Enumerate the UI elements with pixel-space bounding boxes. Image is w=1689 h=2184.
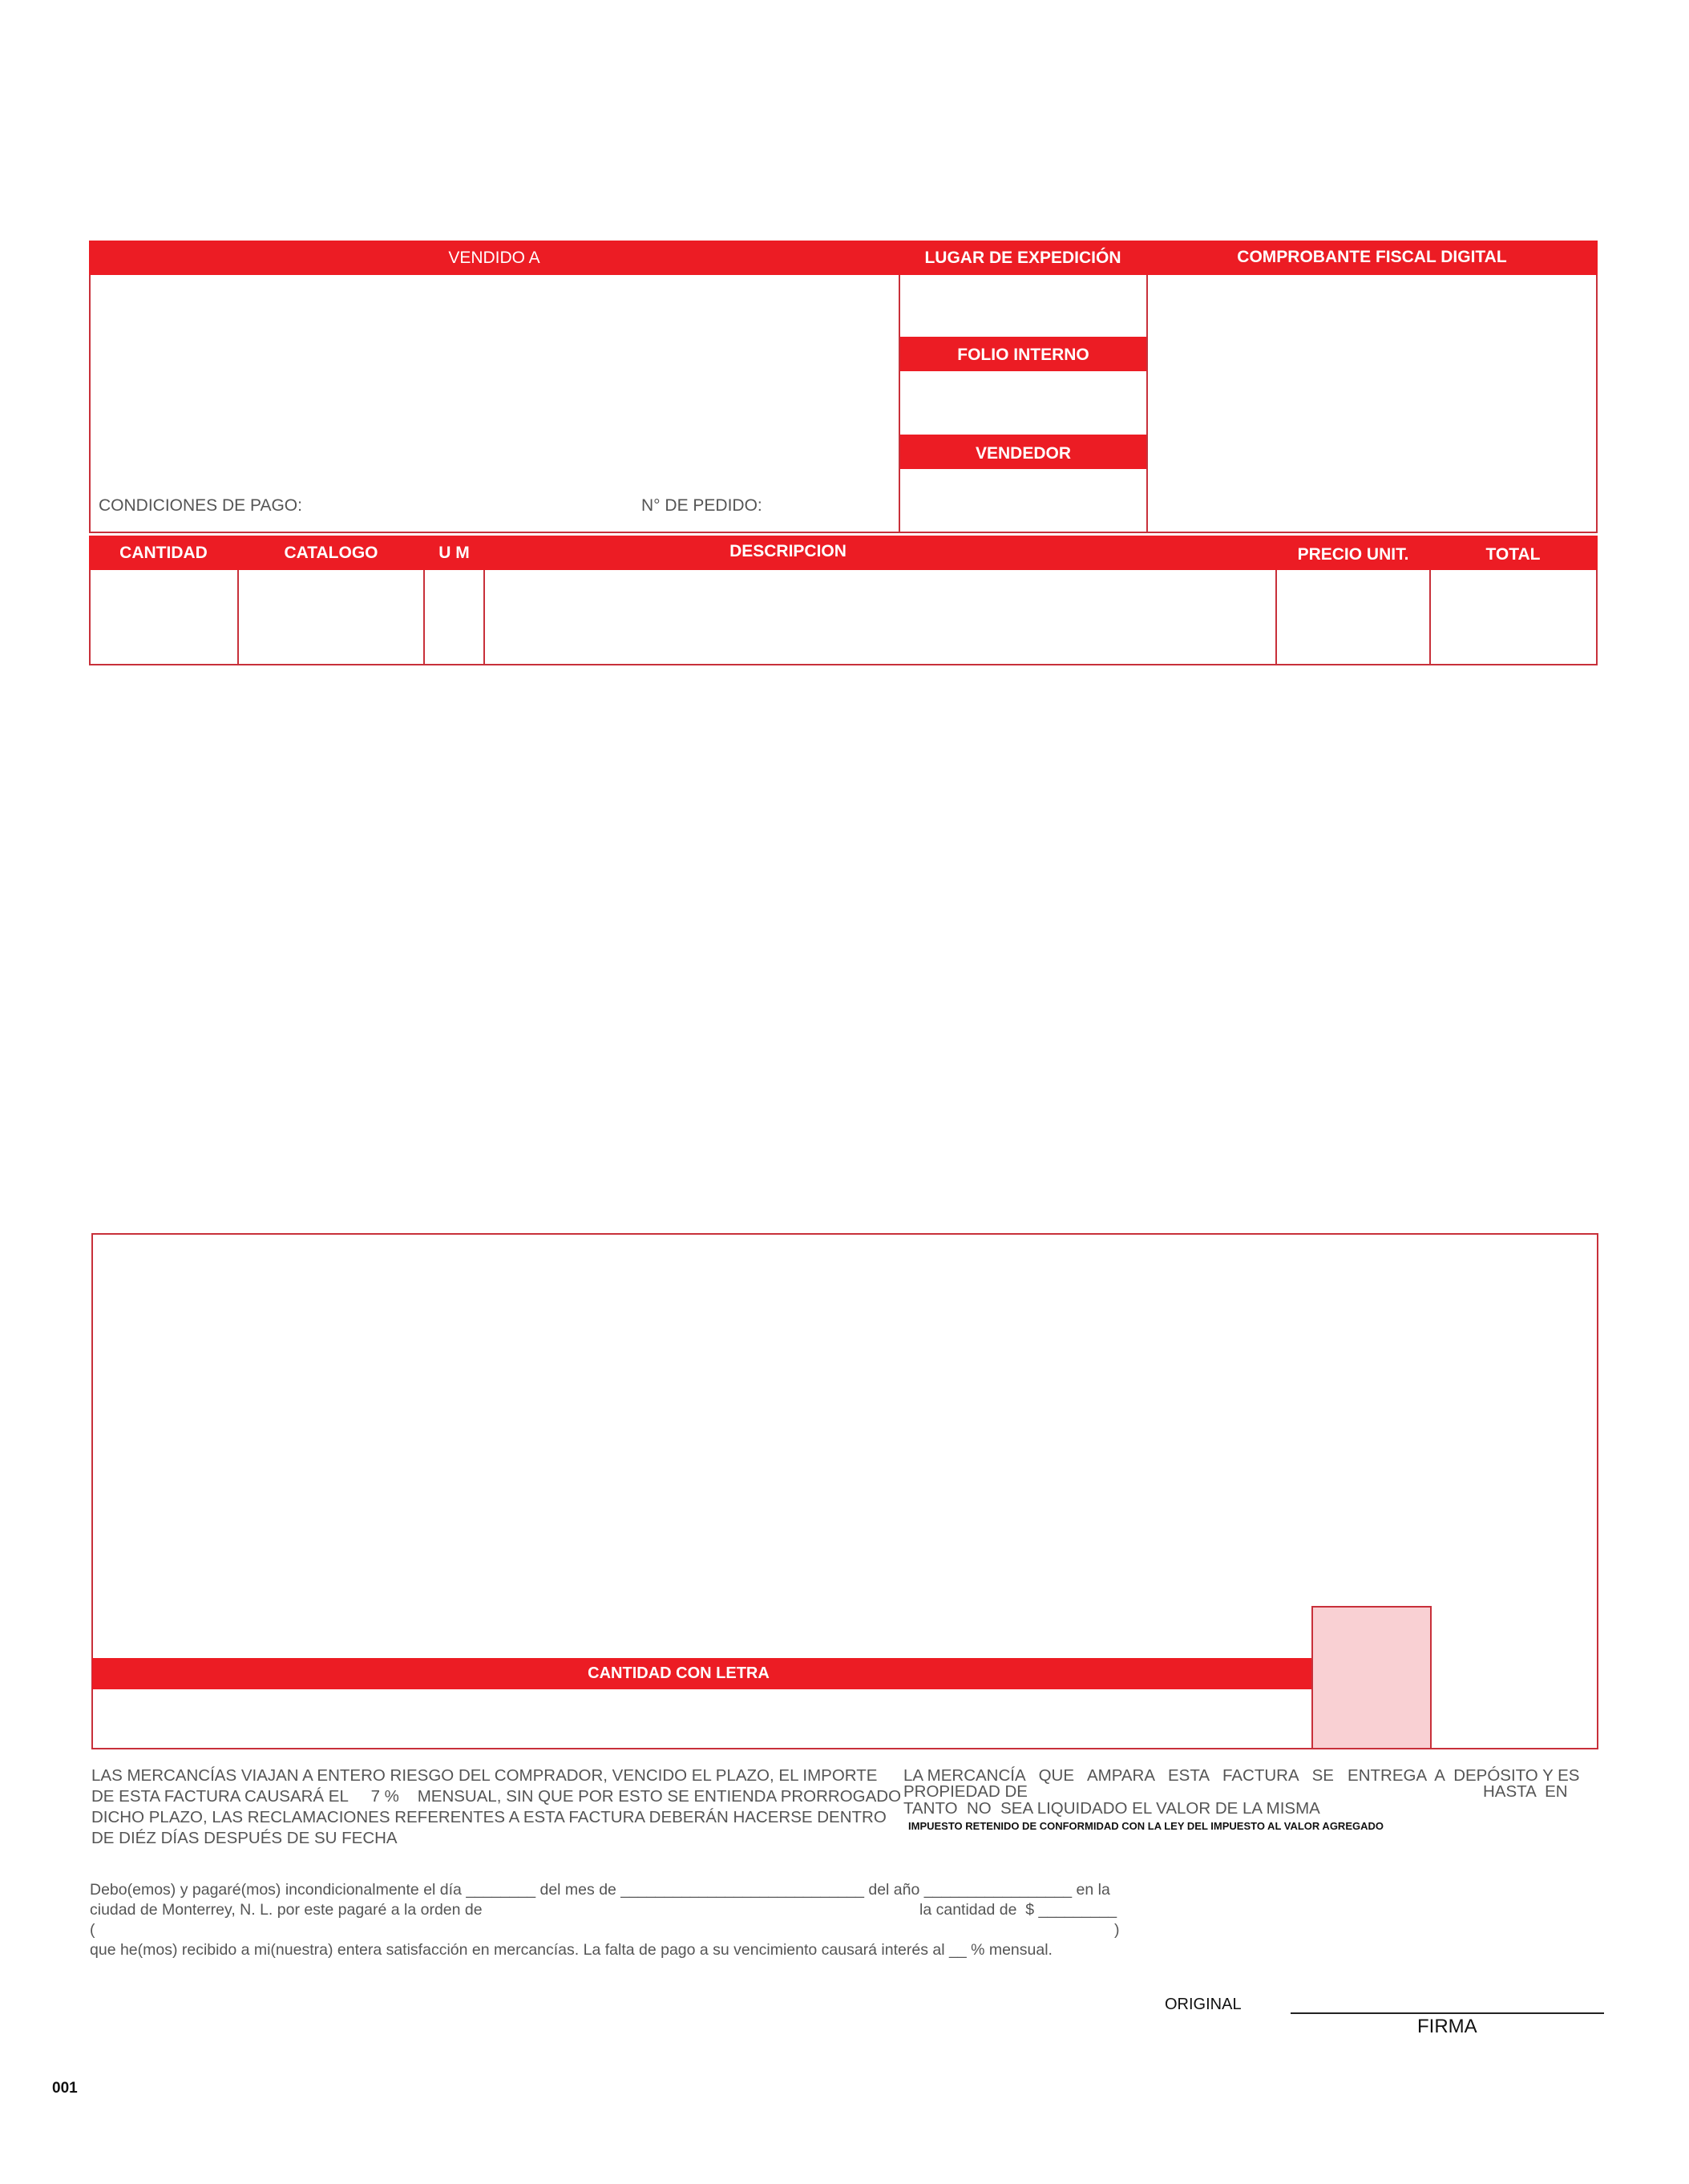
place-of-issue-field[interactable] <box>900 275 1146 337</box>
seller-field[interactable] <box>900 469 1146 532</box>
seller-header: VENDEDOR <box>975 444 1072 463</box>
payment-terms-label: CONDICIONES DE PAGO: <box>99 496 302 515</box>
promissory-line: ciudad de Monterrey, N. L. por este pagaré a la orden de <box>90 1901 483 1919</box>
signature-label: FIRMA <box>1417 2016 1477 2037</box>
item-row[interactable] <box>91 570 1596 664</box>
column-header-cantidad: CANTIDAD <box>119 544 208 562</box>
terms-left-line: LAS MERCANCÍAS VIAJAN A ENTERO RIESGO DEL COMPRADOR, VENCIDO EL PLAZO, EL IMPORTE <box>91 1766 878 1785</box>
page-number: 001 <box>52 2080 78 2097</box>
sold-to-header: VENDIDO A <box>448 249 540 267</box>
fiscal-receipt-field[interactable] <box>1148 275 1596 532</box>
terms-right-line: PROPIEDAD DE <box>903 1782 1028 1801</box>
vat-note: IMPUESTO RETENIDO DE CONFORMIDAD CON LA LEY DEL IMPUESTO AL VALOR AGREGADO <box>908 1820 1384 1832</box>
terms-left-line: DE DIÉZ DÍAS DESPUÉS DE SU FECHA <box>91 1829 398 1847</box>
internal-folio-header: FOLIO INTERNO <box>957 346 1089 364</box>
terms-right-line: TANTO NO SEA LIQUIDADO EL VALOR DE LA MISMA <box>903 1799 1320 1818</box>
promissory-amount: la cantidad de $ _________ <box>919 1901 1117 1919</box>
promissory-line: ( <box>90 1921 95 1939</box>
column-header-total: TOTAL <box>1485 545 1541 564</box>
order-number-label: N° DE PEDIDO: <box>641 496 762 515</box>
column-header-catalogo: CATALOGO <box>284 544 378 562</box>
amount-in-words-header: CANTIDAD CON LETRA <box>588 1664 770 1682</box>
internal-folio-field[interactable] <box>900 371 1146 435</box>
place-of-issue-header: LUGAR DE EXPEDICIÓN <box>924 249 1121 267</box>
terms-right-line: LA MERCANCÍA QUE AMPARA ESTA FACTURA SE ENTREGA A DEPÓSITO Y ES <box>903 1766 1580 1785</box>
column-header-um: U M <box>438 544 470 562</box>
totals-highlight-box <box>1311 1606 1432 1749</box>
copy-label: ORIGINAL <box>1165 1996 1242 2013</box>
terms-right-line: HASTA EN <box>1483 1782 1568 1801</box>
signature-line[interactable] <box>1291 2012 1604 2014</box>
sold-to-field[interactable] <box>91 275 899 483</box>
promissory-line: Debo(emos) y pagaré(mos) incondicionalmente el día ________ del mes de ____________________________ del año _________________ en la <box>90 1881 1110 1899</box>
promissory-line: ) <box>1114 1921 1120 1939</box>
amount-in-words-field[interactable] <box>93 1690 1310 1748</box>
column-header-descripcion: DESCRIPCION <box>729 542 847 560</box>
fiscal-receipt-header: COMPROBANTE FISCAL DIGITAL <box>1237 248 1507 266</box>
terms-left-line: DE ESTA FACTURA CAUSARÁ EL 7 % MENSUAL, SIN QUE POR ESTO SE ENTIENDA PRORROGADO <box>91 1787 902 1806</box>
terms-left-line: DICHO PLAZO, LAS RECLAMACIONES REFERENTES A ESTA FACTURA DEBERÁN HACERSE DENTRO <box>91 1808 887 1826</box>
promissory-line: que he(mos) recibido a mi(nuestra) entera satisfacción en mercancías. La falta de pago a su vencimiento causará interés al __ % mensual. <box>90 1941 1053 1959</box>
column-header-precio-unit: PRECIO UNIT. <box>1297 545 1409 564</box>
